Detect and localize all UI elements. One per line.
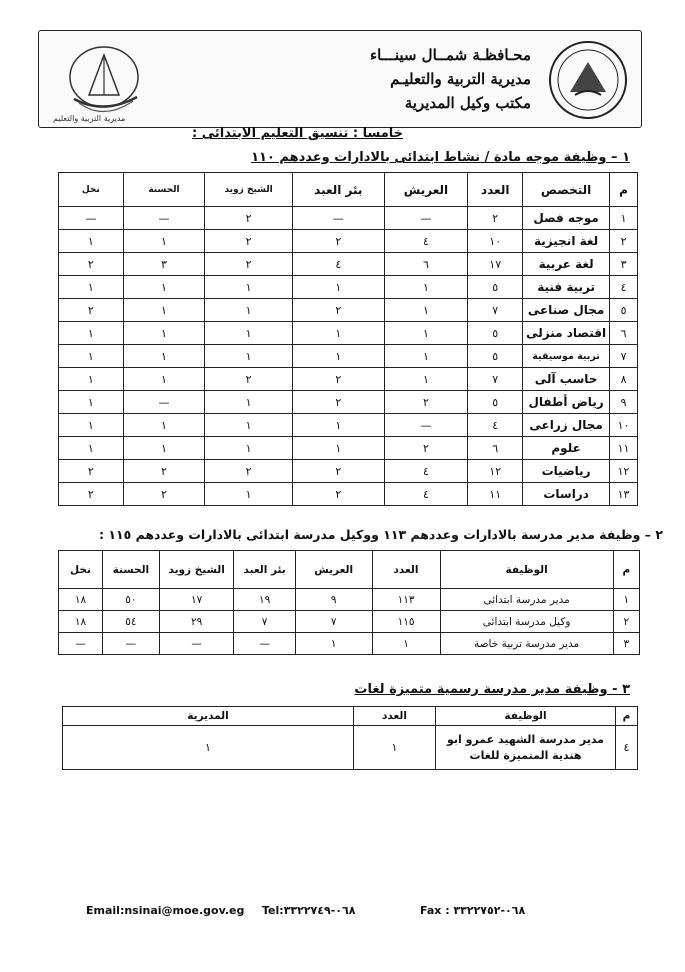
arish-cell: ٩ <box>295 589 372 611</box>
specialty-cell: تربية فنية <box>523 276 610 299</box>
nakhl-cell: ٢ <box>59 299 124 322</box>
sheikh-zuweid-cell: ١ <box>205 483 293 506</box>
count-cell: ١ <box>354 726 436 770</box>
index-cell: ١٠ <box>610 414 638 437</box>
sheikh-zuweid-cell: ١٧ <box>159 589 234 611</box>
nakhl-cell: — <box>59 633 103 655</box>
col-count-header: العدد <box>354 707 436 726</box>
table-row <box>59 299 638 322</box>
col-index-header: م <box>613 551 639 589</box>
bir-alabd-cell: ٢ <box>292 391 384 414</box>
bir-alabd-cell: ٢ <box>292 230 384 253</box>
index-cell: ٢ <box>610 230 638 253</box>
table-row <box>59 414 638 437</box>
table-row <box>59 437 638 460</box>
hasana-cell: ١ <box>123 368 205 391</box>
nakhl-cell: — <box>59 207 124 230</box>
nakhl-cell: ١ <box>59 345 124 368</box>
hasana-cell: ٢ <box>123 483 205 506</box>
arish-cell: ٢ <box>384 437 468 460</box>
col-sheikh-zuweid-header: الشيخ زويد <box>205 173 293 207</box>
sheikh-zuweid-cell: ٢٩ <box>159 611 234 633</box>
count-cell: ١١٥ <box>372 611 440 633</box>
arish-cell: ٦ <box>384 253 468 276</box>
nakhl-cell: ٢ <box>59 460 124 483</box>
nakhl-cell: ٢ <box>59 483 124 506</box>
bir-alabd-cell: ١ <box>292 345 384 368</box>
hasana-cell: ٥٠ <box>102 589 159 611</box>
count-cell: ٥ <box>468 276 523 299</box>
email-text: Email:nsinai@moe.gov.eg <box>86 904 245 917</box>
sheikh-zuweid-cell: ١ <box>205 437 293 460</box>
arish-cell: ١ <box>384 368 468 391</box>
count-cell: ٦ <box>468 437 523 460</box>
nakhl-cell: ١ <box>59 368 124 391</box>
col-directorate-header: المديرية <box>63 707 354 726</box>
nakhl-cell: ١ <box>59 230 124 253</box>
col-nakhl-header: نخل <box>59 551 103 589</box>
sheikh-zuweid-cell: ٢ <box>205 230 293 253</box>
index-cell: ٧ <box>610 345 638 368</box>
hasana-cell: — <box>123 391 205 414</box>
bir-alabd-cell: ١ <box>292 322 384 345</box>
nakhl-cell: ١ <box>59 414 124 437</box>
col-nakhl-header: نخل <box>59 173 124 207</box>
bir-alabd-cell: ٢ <box>292 483 384 506</box>
index-cell: ٣ <box>613 633 639 655</box>
table1-title: ١ – وظيفة موجه مادة / نشاط ابتدائى بالادارات وعددهم ١١٠ <box>251 150 630 165</box>
specialty-cell: مجال زراعى <box>523 414 610 437</box>
count-cell: ٧ <box>468 368 523 391</box>
bir-alabd-cell: — <box>234 633 295 655</box>
specialty-cell: تربية موسيقية <box>523 345 610 368</box>
count-cell: ١٢ <box>468 460 523 483</box>
hasana-cell: ١ <box>123 345 205 368</box>
specialty-cell: لغة انجيزية <box>523 230 610 253</box>
count-cell: ٤ <box>468 414 523 437</box>
bir-alabd-cell: ١ <box>292 437 384 460</box>
job-cell: مدير مدرسة الشهيد عمرو ابو هندية المتميزة للغات <box>436 726 616 770</box>
table-row <box>59 589 640 611</box>
bir-alabd-cell: ٢ <box>292 460 384 483</box>
bir-alabd-cell: ١٩ <box>234 589 295 611</box>
arish-cell: ٤ <box>384 460 468 483</box>
count-cell: ١ <box>372 633 440 655</box>
sheikh-zuweid-cell: ١ <box>205 276 293 299</box>
index-cell: ١ <box>613 589 639 611</box>
sheikh-zuweid-cell: ٢ <box>205 207 293 230</box>
hasana-cell: ١ <box>123 299 205 322</box>
count-cell: ١١٣ <box>372 589 440 611</box>
hasana-cell: ١ <box>123 230 205 253</box>
specialty-cell: علوم <box>523 437 610 460</box>
nakhl-cell: ١٨ <box>59 589 103 611</box>
job-cell: مدير مدرسة ابتدائى <box>440 589 613 611</box>
count-cell: ٥ <box>468 345 523 368</box>
table-row <box>59 460 638 483</box>
arish-cell: ٧ <box>295 611 372 633</box>
count-cell: ٥ <box>468 322 523 345</box>
nakhl-cell: ٢ <box>59 253 124 276</box>
col-arish-header: العريش <box>384 173 468 207</box>
count-cell: ١١ <box>468 483 523 506</box>
directorate-cell: ١ <box>63 726 354 770</box>
bir-alabd-cell: ٤ <box>292 253 384 276</box>
index-cell: ٦ <box>610 322 638 345</box>
col-job-header: الوظيفة <box>440 551 613 589</box>
arish-cell: ١ <box>384 322 468 345</box>
count-cell: ١٠ <box>468 230 523 253</box>
index-cell: ٨ <box>610 368 638 391</box>
sheikh-zuweid-cell: ٢ <box>205 253 293 276</box>
arish-cell: — <box>384 207 468 230</box>
job-cell: وكيل مدرسة ابتدائى <box>440 611 613 633</box>
specialty-cell: موجه فصل <box>523 207 610 230</box>
sheikh-zuweid-cell: ٢ <box>205 460 293 483</box>
nakhl-cell: ١ <box>59 391 124 414</box>
sheikh-zuweid-cell: — <box>159 633 234 655</box>
bir-alabd-cell: ٢ <box>292 299 384 322</box>
specialty-cell: لغة عربية <box>523 253 610 276</box>
table-row <box>59 230 638 253</box>
directorate-logo-icon <box>49 37 159 123</box>
nakhl-cell: ١ <box>59 437 124 460</box>
index-cell: ٤ <box>616 726 638 770</box>
table-row <box>59 253 638 276</box>
bir-alabd-cell: ٢ <box>292 368 384 391</box>
col-specialty-header: التخصص <box>523 173 610 207</box>
office-line: مكتب وكيل المديرية <box>404 94 531 112</box>
specialty-cell: حاسب آلى <box>523 368 610 391</box>
hasana-cell: — <box>123 207 205 230</box>
hasana-cell: ١ <box>123 276 205 299</box>
bir-alabd-cell: ٧ <box>234 611 295 633</box>
arish-cell: — <box>384 414 468 437</box>
count-cell: ٧ <box>468 299 523 322</box>
hasana-cell: ٣ <box>123 253 205 276</box>
arish-cell: ١ <box>295 633 372 655</box>
index-cell: ١١ <box>610 437 638 460</box>
index-cell: ١ <box>610 207 638 230</box>
organization-name <box>370 43 531 115</box>
table2-title: ٢ – وظيفة مدير مدرسة بالادارات وعددهم ١١٣ ووكيل مدرسة ابتدائى بالادارات وعددهم ١١٥ : <box>98 527 663 542</box>
index-cell: ٢ <box>613 611 639 633</box>
hasana-cell: ٥٤ <box>102 611 159 633</box>
arish-cell: ١ <box>384 299 468 322</box>
index-cell: ١٢ <box>610 460 638 483</box>
language-school-table <box>62 706 638 770</box>
sheikh-zuweid-cell: ٢ <box>205 368 293 391</box>
col-bir-alabd-header: بئر العبد <box>234 551 295 589</box>
hasana-cell: ١ <box>123 437 205 460</box>
table-row <box>59 611 640 633</box>
arish-cell: ١ <box>384 276 468 299</box>
index-cell: ٤ <box>610 276 638 299</box>
letterhead <box>38 30 642 128</box>
nakhl-cell: ١ <box>59 276 124 299</box>
sheikh-zuweid-cell: ١ <box>205 414 293 437</box>
table-header-row <box>59 173 638 207</box>
section-title: خامسا : تنسيق التعليم الابتدائى : <box>192 126 403 141</box>
sheikh-zuweid-cell: ١ <box>205 322 293 345</box>
managers-table <box>58 550 640 655</box>
count-cell: ١٧ <box>468 253 523 276</box>
governorate-line: محـافظـة شمــال سينـــاء <box>370 46 531 64</box>
table-row <box>59 483 638 506</box>
col-job-header: الوظيفة <box>436 707 616 726</box>
specialty-cell: دراسات <box>523 483 610 506</box>
table-row <box>63 726 638 770</box>
governorate-seal-icon <box>545 37 631 123</box>
hasana-cell: ١ <box>123 322 205 345</box>
specialists-table <box>58 172 638 506</box>
table3-title: ٣ - وظيفة مدير مدرسة رسمية متميزة لغات <box>354 682 630 697</box>
col-hasana-header: الحسنة <box>102 551 159 589</box>
bir-alabd-cell: — <box>292 207 384 230</box>
count-cell: ٢ <box>468 207 523 230</box>
count-cell: ٥ <box>468 391 523 414</box>
job-cell: مدير مدرسة تربية خاصة <box>440 633 613 655</box>
sheikh-zuweid-cell: ١ <box>205 299 293 322</box>
table-header-row <box>59 551 640 589</box>
table-row <box>59 276 638 299</box>
bir-alabd-cell: ١ <box>292 414 384 437</box>
arish-cell: ١ <box>384 345 468 368</box>
directorate-line: مديرية التربية والتعليـم <box>390 70 531 88</box>
table-row <box>59 322 638 345</box>
col-index-header: م <box>610 173 638 207</box>
hasana-cell: ١ <box>123 414 205 437</box>
sheikh-zuweid-cell: ١ <box>205 391 293 414</box>
specialty-cell: مجال صناعى <box>523 299 610 322</box>
table-row <box>59 633 640 655</box>
col-index-header: م <box>616 707 638 726</box>
arish-cell: ٤ <box>384 483 468 506</box>
specialty-cell: اقتصاد منزلى <box>523 322 610 345</box>
col-count-header: العدد <box>468 173 523 207</box>
tel-text: Tel:٠٦٨-٣٣٢٢٧٤٩ <box>262 904 356 917</box>
table-row <box>59 207 638 230</box>
index-cell: ٥ <box>610 299 638 322</box>
specialty-cell: رياض أطفال <box>523 391 610 414</box>
table-header-row <box>63 707 638 726</box>
col-count-header: العدد <box>372 551 440 589</box>
nakhl-cell: ١ <box>59 322 124 345</box>
fax-text: Fax : ٠٦٨-٣٣٢٢٧٥٢ <box>420 904 526 917</box>
col-hasana-header: الحسنة <box>123 173 205 207</box>
col-sheikh-zuweid-header: الشيخ زويد <box>159 551 234 589</box>
table-row <box>59 391 638 414</box>
specialty-cell: رياضيات <box>523 460 610 483</box>
logo-caption: مديرية التربية والتعليم <box>53 114 126 123</box>
col-arish-header: العريش <box>295 551 372 589</box>
index-cell: ٣ <box>610 253 638 276</box>
hasana-cell: ٢ <box>123 460 205 483</box>
bir-alabd-cell: ١ <box>292 276 384 299</box>
arish-cell: ٢ <box>384 391 468 414</box>
index-cell: ١٣ <box>610 483 638 506</box>
index-cell: ٩ <box>610 391 638 414</box>
col-bir-alabd-header: بئر العبد <box>292 173 384 207</box>
arish-cell: ٤ <box>384 230 468 253</box>
sheikh-zuweid-cell: ١ <box>205 345 293 368</box>
hasana-cell: — <box>102 633 159 655</box>
nakhl-cell: ١٨ <box>59 611 103 633</box>
table-row <box>59 345 638 368</box>
table-row <box>59 368 638 391</box>
